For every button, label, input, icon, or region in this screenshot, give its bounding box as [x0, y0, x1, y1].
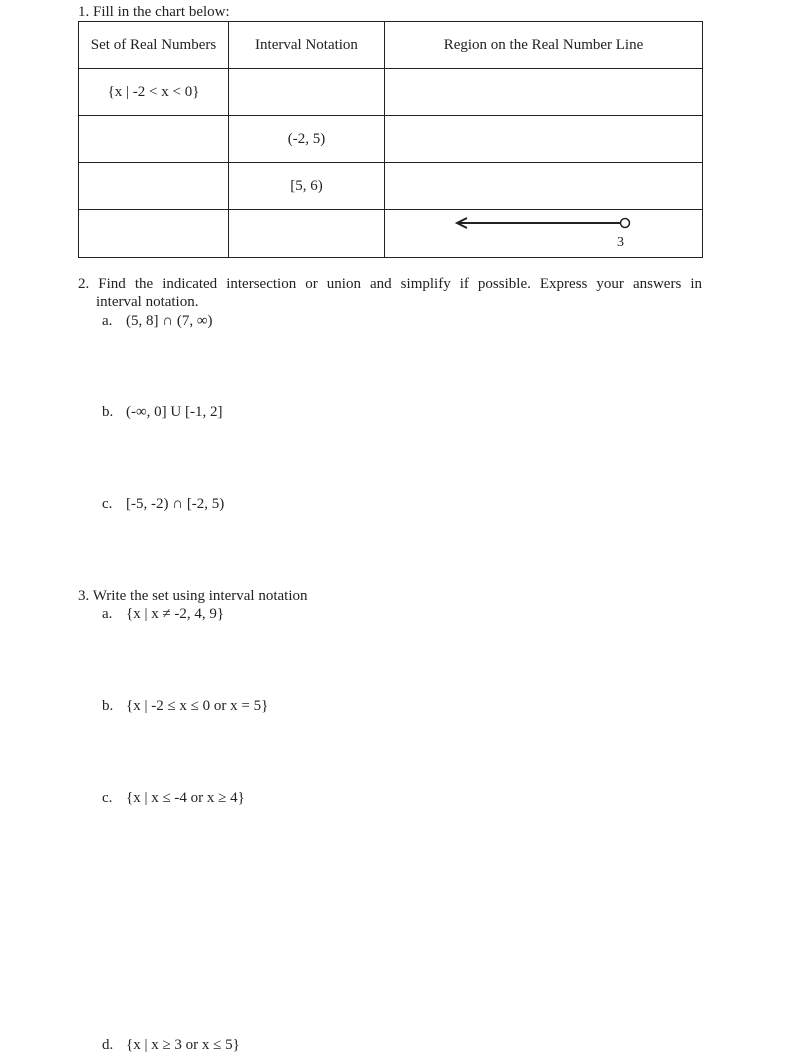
item-letter: d. [102, 1037, 114, 1053]
item-text: (-∞, 0] U [-1, 2] [126, 404, 223, 420]
question-2-prompt [78, 275, 702, 311]
number-line-graph [385, 210, 703, 256]
cell-region[interactable] [385, 116, 703, 163]
question-2-line-2: interval notation. [96, 294, 199, 310]
item-letter: c. [102, 790, 113, 806]
item-text: {x | -2 ≤ x ≤ 0 or x = 5} [126, 698, 269, 714]
table-row [79, 116, 703, 163]
open-circle-endpoint [621, 219, 630, 228]
question-2-line-1: 2. Find the indicated intersection or union and simplify if possible. Express your answers in [78, 276, 702, 292]
question-2a [102, 313, 213, 330]
table-row [79, 210, 703, 258]
cell-set[interactable]: {x | -2 < x < 0} [79, 69, 229, 116]
table-row [79, 69, 703, 116]
question-2c [102, 496, 224, 513]
item-letter: a. [102, 606, 113, 622]
fill-in-chart [78, 21, 703, 258]
column-header-region: Region on the Real Number Line [385, 22, 703, 69]
cell-interval[interactable] [229, 210, 385, 258]
item-text: (5, 8] ∩ (7, ∞) [126, 313, 213, 329]
item-text: {x | x ≤ -4 or x ≥ 4} [126, 790, 245, 806]
cell-set[interactable] [79, 163, 229, 210]
item-letter: b. [102, 404, 114, 420]
cell-region-number-line [385, 210, 703, 258]
table-header-row [79, 22, 703, 69]
number-line-tick-label: 3 [617, 235, 624, 250]
question-2b [102, 404, 223, 421]
column-header-interval: Interval Notation [229, 22, 385, 69]
question-3a [102, 606, 224, 623]
item-text: [-5, -2) ∩ [-2, 5) [126, 496, 225, 512]
question-3-heading: 3. Write the set using interval notation [78, 588, 308, 604]
question-1-heading: 1. Fill in the chart below: [78, 4, 230, 20]
item-letter: c. [102, 496, 113, 512]
cell-interval[interactable]: (-2, 5) [229, 116, 385, 163]
cell-set[interactable] [79, 116, 229, 163]
question-3d [102, 1037, 240, 1054]
cell-interval[interactable]: [5, 6) [229, 163, 385, 210]
item-letter: a. [102, 313, 113, 329]
question-3b [102, 698, 268, 715]
cell-set[interactable] [79, 210, 229, 258]
number-line [385, 210, 702, 257]
table-row [79, 163, 703, 210]
item-text: {x | x ≥ 3 or x ≤ 5} [126, 1037, 240, 1053]
question-3c [102, 790, 245, 807]
item-letter: b. [102, 698, 114, 714]
cell-region[interactable] [385, 163, 703, 210]
cell-region[interactable] [385, 69, 703, 116]
column-header-set: Set of Real Numbers [79, 22, 229, 69]
item-text: {x | x ≠ -2, 4, 9} [126, 606, 225, 622]
cell-interval[interactable] [229, 69, 385, 116]
